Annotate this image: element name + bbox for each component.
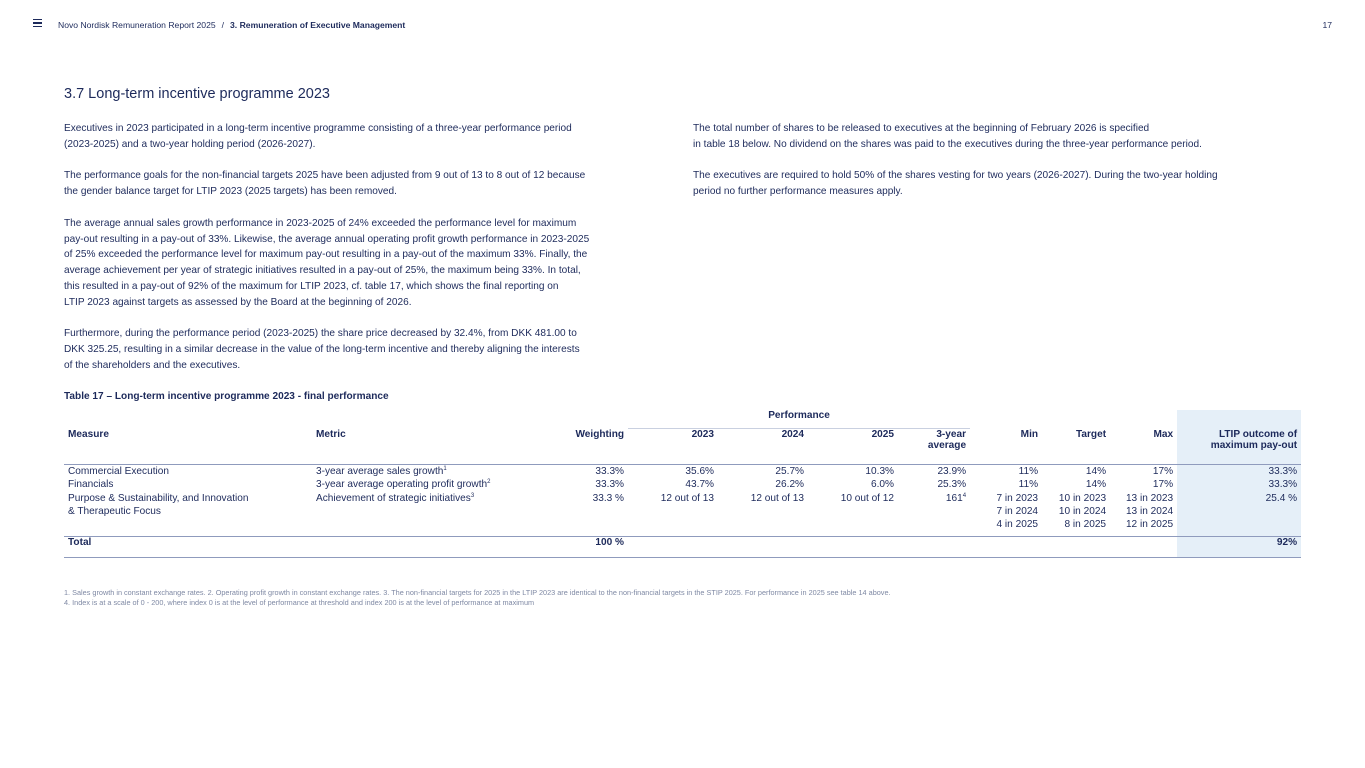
paragraph [64,216,656,311]
cell-2023: 43.7% [685,479,715,491]
empty-cell [628,537,718,558]
cell-2023: 35.6% [685,466,715,477]
paragraph [64,121,656,153]
empty-cell [1042,537,1110,558]
text-line: average achievement per year of strategic initiatives resulted in a pay-out of 25%, the maximum being 33%. In total, [64,265,581,277]
header-line: LTIP outcome of [1218,428,1298,440]
cell-max: 17% [1152,479,1174,491]
text-line: DKK 325.25, resulting in a similar decrease in the value of the long-term incentive and thereby aligning the interests [64,344,580,356]
cell-line: Financials [68,479,114,491]
cell-line: & Therapeutic Focus [68,505,161,517]
cell-line: 3-year average sales growth [316,466,444,477]
text-line: Furthermore, during the performance period (2023-2025) the share price decreased by 32.4%, from DKK 481.00 to [64,328,577,340]
empty-cell [970,537,1042,558]
breadcrumb-report-link[interactable]: Novo Nordisk Remuneration Report 2025 [58,20,216,30]
empty-cell [898,537,970,558]
paragraph [64,326,656,373]
cell-metric [312,478,535,491]
left-text-column [64,121,656,390]
header-line: average [927,440,967,451]
column-header-weighting: Weighting [535,429,628,465]
paragraph [64,168,656,200]
section-title: 3.7 Long-term incentive programme 2023 [64,86,330,102]
cell-ltip-outcome: 33.3% [1177,465,1301,479]
breadcrumb-separator: / [221,20,225,30]
total-weighting: 100 % [535,537,628,558]
cell-line: 7 in 2023 [996,492,1039,504]
empty-cell [808,537,898,558]
column-header-2025: 2025 [808,429,898,465]
cell-min: 11% [1018,479,1039,491]
cell-line: 13 in 2024 [1125,505,1174,517]
cell-2023: 12 out of 13 [628,492,718,537]
table-row [64,478,1301,491]
cell-line: 3-year average operating profit growth [316,479,488,491]
cell-2024: 25.7% [775,466,805,477]
column-header-2023: 2023 [628,429,718,465]
text-line: in table 18 below. No dividend on the shares was paid to the executives during the three-year performance period. [693,138,1202,150]
column-header-metric: Metric [312,429,535,465]
cell-max [1110,492,1177,537]
cell-line: 23.9% [937,466,967,477]
group-header-spacer [970,410,1177,429]
column-header-ltip-outcome [1177,429,1301,465]
column-header-3-year-average [898,429,970,465]
footnote-ref: 2 [487,479,491,486]
group-header-spacer [1177,410,1301,429]
cell-3-year-average [898,492,970,537]
text-line: of the shareholders and the executives. [64,359,241,371]
column-header-measure: Measure [64,429,312,465]
cell-min [970,492,1042,537]
cell-target: 14% [1085,466,1107,477]
empty-cell [718,537,808,558]
footnote-line: 1. Sales growth in constant exchange rates. 2. Operating profit growth in constant exchange rates. 3. The non-financial targets for 2025 in the LTIP 2023 are identical to the non-financial targets in the STIP 2025. For performance in 2025 see table 14 above. [64,588,891,597]
cell-measure [64,492,312,537]
text-line: (2023-2025) and a two-year holding period (2026-2027). [64,138,316,150]
cell-3-year-average [898,478,970,491]
text-line: Executives in 2023 participated in a long-term incentive programme consisting of a three-year performance period [64,123,572,134]
table-total-row [64,537,1301,558]
empty-cell [1110,537,1177,558]
cell-line: 161 [945,492,963,504]
cell-weighting: 33.3% [595,479,625,491]
cell-weighting: 33.3% [595,466,625,477]
column-header-target: Target [1042,429,1110,465]
cell-2024: 26.2% [775,479,805,491]
header-line: maximum pay-out [1210,439,1298,451]
cell-metric [312,465,535,479]
cell-ltip-outcome: 25.4 % [1177,492,1301,537]
cell-line: Achievement of strategic initiatives [316,492,471,504]
cell-max: 17% [1152,466,1174,477]
text-line: period no further performance measures apply. [693,186,903,198]
group-header-spacer [64,410,628,429]
cell-line: 25.3% [937,479,967,491]
cell-target [1042,492,1110,537]
column-header-max: Max [1110,429,1177,465]
column-header-2024: 2024 [718,429,808,465]
footnote-line: 4. Index is at a scale of 0 - 200, where index 0 is at the level of performance at threshold and index 200 is at the level of performance at maximum [64,598,535,607]
empty-cell [312,537,535,558]
cell-2024: 12 out of 13 [718,492,808,537]
text-line: the gender balance target for LTIP 2023 (2025 targets) has been removed. [64,186,397,198]
text-line: pay-out resulting in a pay-out of 33%. Likewise, the average annual operating profit growth performance in 2023-2025 [64,233,590,245]
total-ltip-outcome: 92% [1177,537,1301,558]
footnote-ref: 1 [443,466,447,472]
table-header-row [64,429,1301,465]
page-number: 17 [1322,20,1332,30]
cell-line: 10 in 2024 [1058,505,1107,517]
cell-line: 8 in 2025 [1064,519,1107,531]
header-line: 3-year [936,429,967,440]
column-header-min: Min [970,429,1042,465]
cell-weighting: 33.3 % [535,492,628,537]
table-title: Table 17 – Long-term incentive programme 2023 - final performance [64,391,389,402]
paragraph [693,168,1293,200]
paragraph [693,121,1293,153]
cell-2025: 10 out of 12 [808,492,898,537]
performance-table [64,410,1301,558]
cell-line: Purpose & Sustainability, and Innovation [68,492,249,504]
cell-target: 14% [1085,479,1107,491]
cell-measure [64,465,312,479]
text-line: The executives are required to hold 50% of the shares vesting for two years (2026-2027). During the two-year holding [693,170,1218,182]
cell-2025: 10.3% [865,466,895,477]
cell-min: 11% [1018,466,1039,477]
cell-line: 10 in 2023 [1058,492,1107,504]
cell-line: 7 in 2024 [996,505,1039,517]
performance-group-header: Performance [628,410,970,429]
text-line: The total number of shares to be released to executives at the beginning of February 2026 is specified [693,123,1150,134]
cell-line: 4 in 2025 [996,519,1039,531]
cell-line: Commercial Execution [68,466,169,477]
breadcrumb [58,20,405,30]
breadcrumb-current-section[interactable]: 3. Remuneration of Executive Management [230,20,406,30]
cell-3-year-average [898,465,970,479]
top-bar [0,0,1365,52]
cell-2025: 6.0% [871,479,895,491]
table-footnotes [64,588,891,608]
cell-metric [312,492,535,537]
cell-ltip-outcome: 33.3% [1177,478,1301,491]
total-label: Total [64,537,312,558]
footnote-ref: 4 [962,492,967,499]
text-line: of 25% exceeded the performance level for maximum pay-out resulting in a pay-out of the maximum 33%. Finally, the [64,249,588,261]
cell-measure [64,478,312,491]
cell-line: 12 in 2025 [1125,519,1174,531]
table-row [64,492,1301,537]
right-text-column [693,121,1293,216]
text-line: The average annual sales growth performance in 2023-2025 of 24% exceeded the performance level for maximum [64,217,577,229]
table-row [64,465,1301,479]
text-line: LTIP 2023 against targets as assessed by the Board at the beginning of 2026. [64,296,412,308]
cell-line: 13 in 2023 [1125,492,1174,504]
table-group-header-row [64,410,1301,429]
menu-icon[interactable] [33,19,42,27]
footnote-ref: 3 [470,492,475,499]
text-line: this resulted in a pay-out of 92% of the maximum for LTIP 2023, cf. table 17, which shows the final reporting on [64,280,559,292]
text-line: The performance goals for the non-financial targets 2025 have been adjusted from 9 out of 13 to 8 out of 12 because [64,170,586,182]
